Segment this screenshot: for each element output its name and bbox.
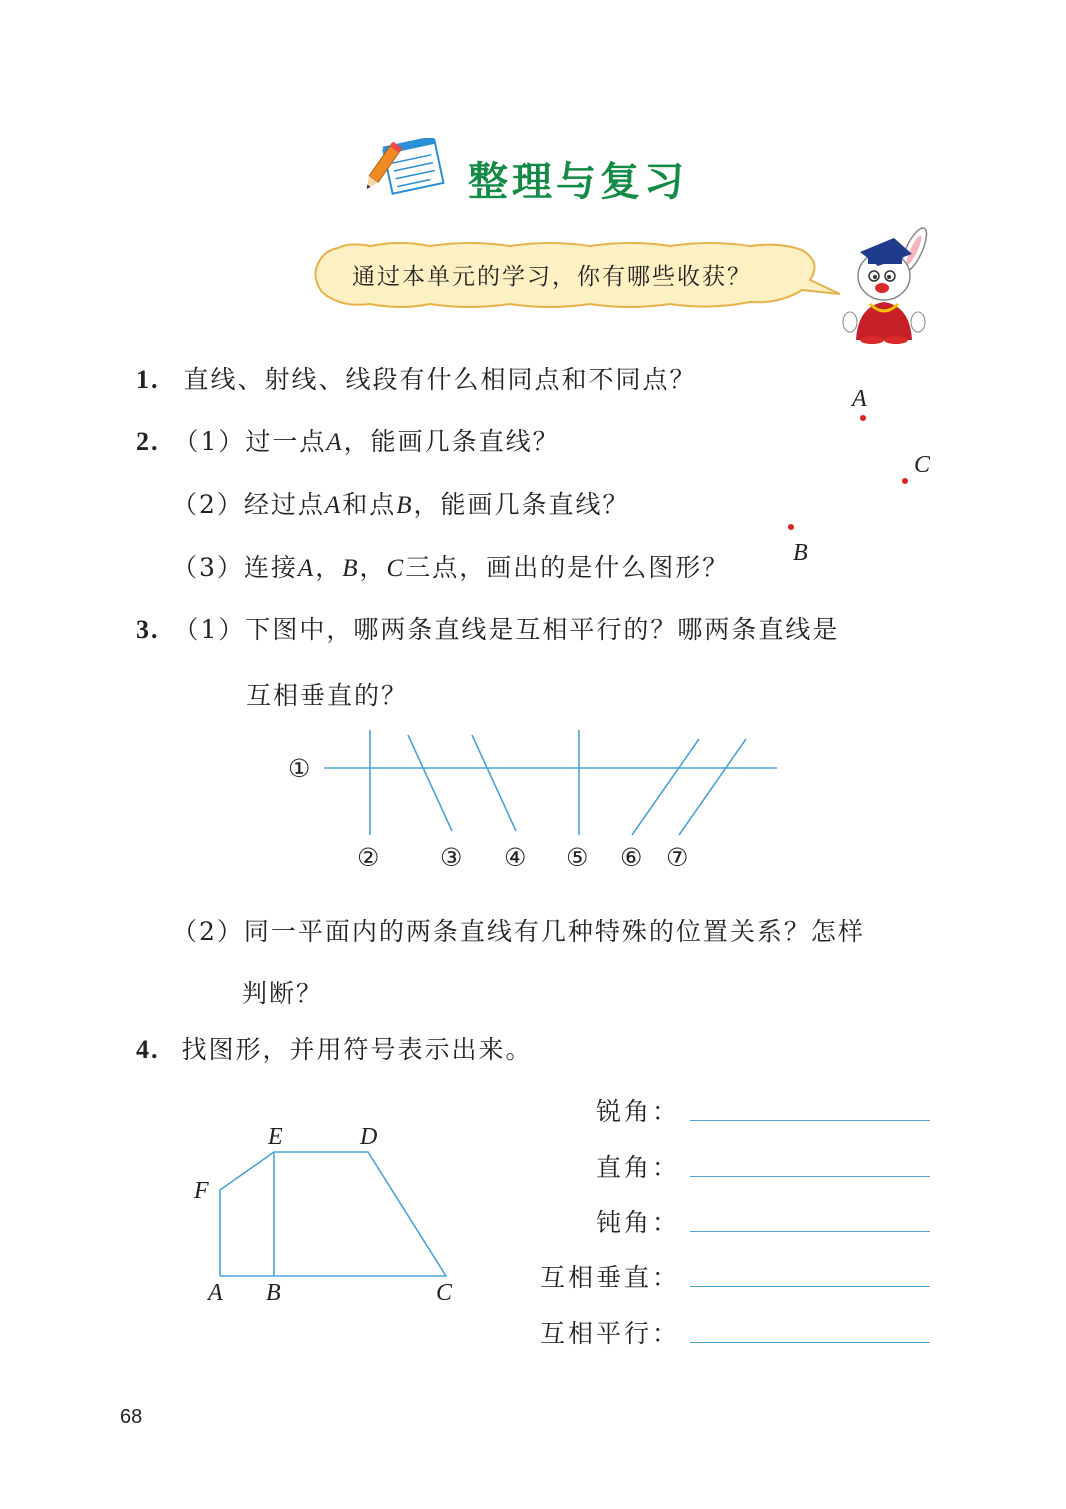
question-number: 2. [136,427,160,456]
line-label-2: ② [357,843,380,872]
question-2-part-1 [136,422,560,458]
vertex-a-label: A [208,1280,223,1306]
text-segment: ，能画几条直线？ [343,427,560,456]
line-label-7: ⑦ [666,843,689,872]
point-c-ref: C [386,555,406,582]
page-number: 68 [120,1406,143,1428]
question-text: （1）下图中，哪两条直线是互相平行的？哪两条直线是 [173,615,840,644]
question-text [173,427,559,456]
question-text: 找图形，并用符号表示出来。 [181,1035,533,1064]
text-segment: ，能画几条直线？ [413,490,630,519]
question-3-part-2: （2）同一平面内的两条直线有几种特殊的位置关系？怎样 [172,917,865,946]
point-b-dot [788,524,794,530]
obtuse-angle-answer-line[interactable] [690,1231,930,1232]
question-number: 4. [136,1035,160,1064]
text-segment: 三点，画出的是什么图形？ [405,553,730,582]
obtuse-angle-label: 钝角： [595,1208,680,1237]
perpendicular-label: 互相垂直： [540,1263,681,1292]
line-label-4: ④ [504,843,527,872]
notebook-pencil-icon [362,138,454,202]
question-text: 直线、射线、线段有什么相同点和不同点？ [183,365,697,394]
vertex-d-label: D [360,1124,378,1150]
point-a-dot [860,415,866,421]
point-a-ref: A [324,492,343,519]
line-label-6: ⑥ [620,843,643,872]
line-label-1: ① [288,754,311,783]
point-a-label: A [852,386,867,412]
vertex-c-label: C [436,1280,453,1306]
question-3-part-2-line-2: 判断？ [242,979,324,1008]
line-label-5: ⑤ [566,843,589,872]
text-segment: （1）过一点 [173,427,327,456]
line-4 [472,735,516,831]
question-1 [136,360,696,396]
rabbit-mascot-icon [838,222,938,344]
lines-figure [320,725,790,845]
speech-bubble-text: 通过本单元的学习，你有哪些收获？ [352,264,752,290]
text-segment: 和点 [342,490,397,519]
question-3-part-1 [136,610,839,646]
vertex-b-label: B [266,1280,281,1306]
text-segment: ， [315,553,343,582]
right-angle-label: 直角： [595,1153,680,1182]
right-angle-answer-line[interactable] [690,1176,930,1177]
acute-angle-answer-line[interactable] [690,1120,930,1121]
line-3 [408,735,452,831]
question-2-part-3 [172,548,729,584]
vertex-e-label: E [268,1124,283,1150]
text-segment: ， [359,553,387,582]
line-label-3: ③ [440,843,463,872]
parallel-label: 互相平行： [540,1319,681,1348]
question-number: 3. [136,615,160,644]
text-segment: （3）连接 [172,553,298,582]
point-a-ref: A [326,429,344,456]
page-title: 整理与复习 [468,159,688,205]
question-number: 1. [136,365,160,394]
question-4 [136,1030,532,1066]
question-2-part-2 [172,485,630,521]
vertex-f-label: F [194,1178,209,1204]
question-3-part-1-line-2: 互相垂直的？ [246,681,409,710]
acute-angle-label: 锐角： [595,1097,680,1126]
point-c-label: C [914,452,931,478]
point-b-label: B [793,540,808,566]
parallel-answer-line[interactable] [690,1342,930,1343]
text-segment: （2）经过点 [172,490,325,519]
point-b-ref: B [342,555,360,582]
point-b-ref: B [396,492,414,519]
perpendicular-answer-line[interactable] [690,1286,930,1287]
polygon-figure [200,1130,470,1290]
point-c-dot [902,478,908,484]
point-a-ref: A [297,555,316,582]
